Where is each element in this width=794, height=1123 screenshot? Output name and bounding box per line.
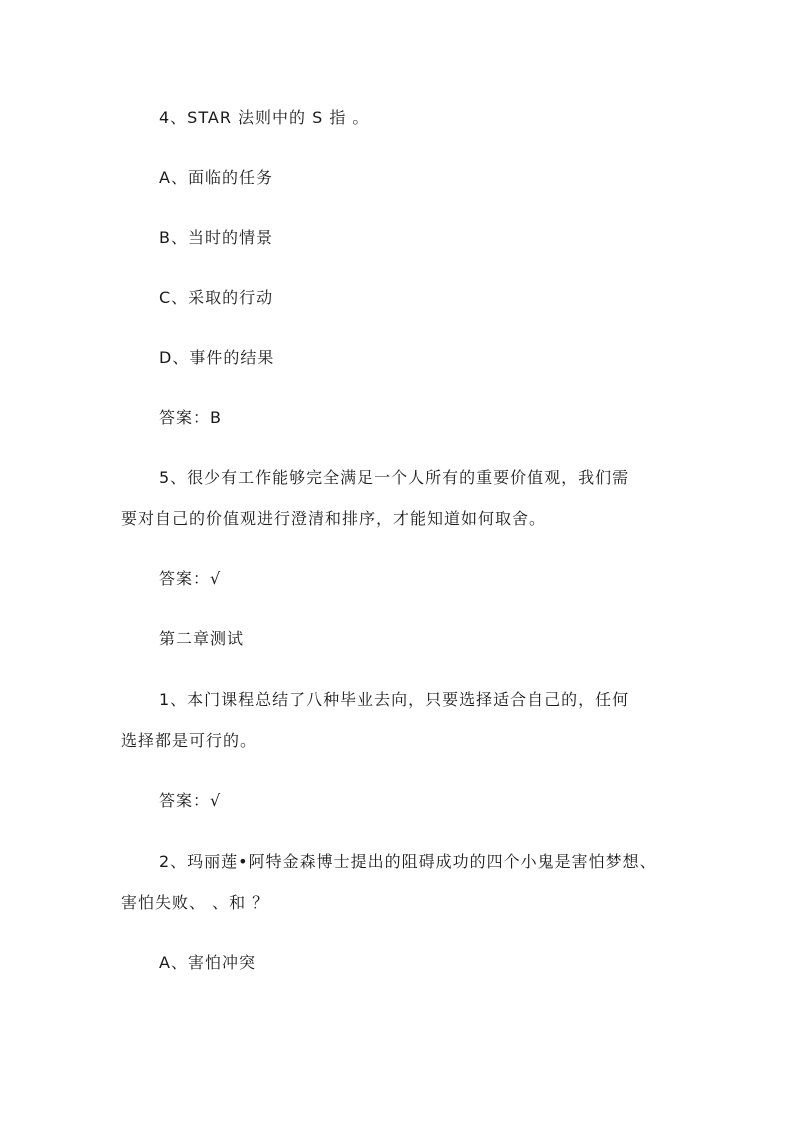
chapter-2-question-1-answer: 答案：√ — [159, 791, 222, 810]
question-4-stem: 4、STAR 法则中的 S 指 。 — [159, 108, 370, 127]
question-5-stem-line2: 要对自己的价值观进行澄清和排序，才能知道如何取舍。 — [121, 509, 547, 528]
question-4-option-c: C、采取的行动 — [159, 288, 274, 307]
question-4-option-a: A、面临的任务 — [159, 168, 273, 187]
question-4-option-d: D、事件的结果 — [159, 348, 275, 367]
chapter-2-question-1-stem-line1: 1、本门课程总结了八种毕业去向，只要选择适合自己的，任何 — [159, 690, 630, 709]
question-4-option-b: B、当时的情景 — [159, 228, 273, 247]
chapter-2-question-2-stem-line2: 害怕失败、 、和 ？ — [121, 893, 270, 912]
question-5-stem-line1: 5、很少有工作能够完全满足一个人所有的重要价值观，我们需 — [159, 468, 630, 487]
question-5-answer: 答案：√ — [159, 569, 222, 588]
chapter-2-question-2-stem-line1: 2、玛丽莲•阿特金森博士提出的阻碍成功的四个小鬼是害怕梦想、 — [159, 852, 657, 871]
chapter-2-question-2-option-a: A、害怕冲突 — [159, 953, 256, 972]
chapter-2-question-1-stem-line2: 选择都是可行的。 — [121, 731, 258, 750]
question-4-answer: 答案：B — [159, 408, 222, 427]
chapter-2-heading: 第二章测试 — [159, 629, 245, 648]
